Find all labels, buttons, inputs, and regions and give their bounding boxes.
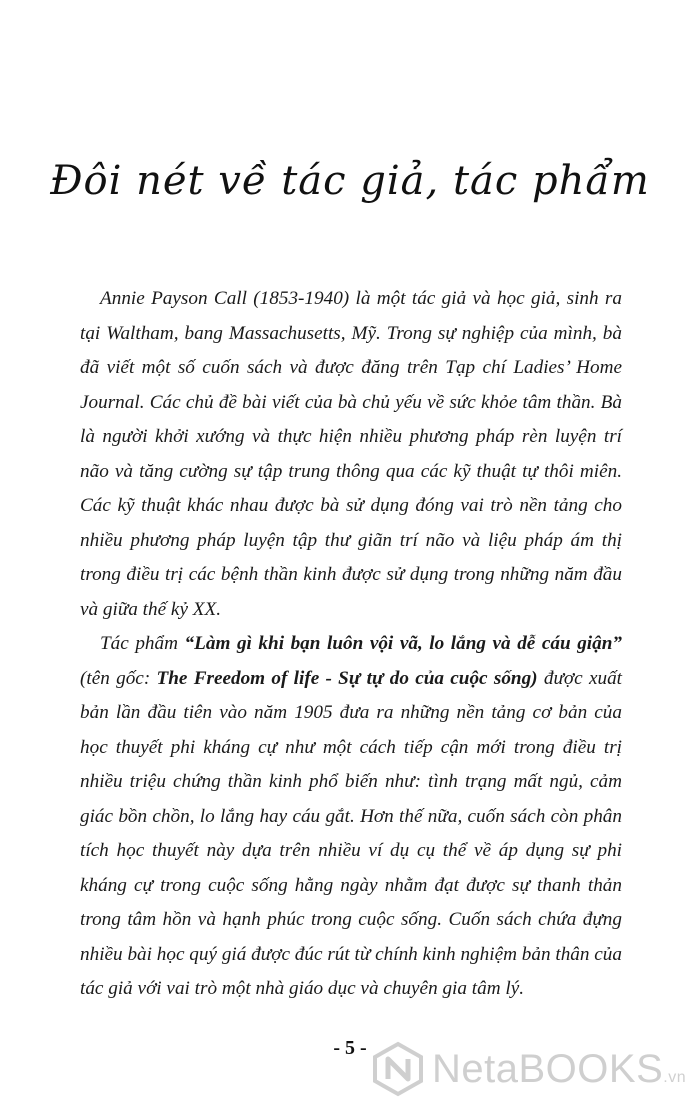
watermark-brand [432, 1047, 686, 1092]
paragraph-work [80, 627, 622, 1007]
paragraph-author: Annie Payson Call (1853-1940) là một tác giả và học giả, sinh ra tại Waltham, bang Massachusetts, Mỹ. Trong sự nghiệp của mình, bà đã viết một số cuốn sách và được đăng trên Tạp chí Ladies’ Home Journal. Các chủ đề bài viết của bà chủ yếu về sức khỏe tâm thần. Bà là người khởi xướng và thực hiện nhiều phương pháp rèn luyện trí não và tăng cường sự tập trung thông qua các kỹ thuật tự thôi miên. Các kỹ thuật khác nhau được bà sử dụng đóng vai trò nền tảng cho nhiều phương pháp luyện tập thư giãn trí não và liệu pháp ám thị trong điều trị các bệnh thần kinh được sử dụng trong những năm đầu và giữa thế kỷ XX. [80, 288, 622, 620]
watermark-brand-name: NetaBOOKS [432, 1046, 664, 1091]
paragraph-work-rest: được xuất bản lần đầu tiên vào năm 1905 đưa ra những nền tảng cơ bản của học thuyết phi kháng cự như một cách tiếp cận mới trong điều trị nhiều triệu chứng thần kinh phổ biến như: tình trạng mất ngủ, cảm giác bồn chồn, lo lắng hay cáu gắt. Hơn thế nữa, cuốn sách còn phân tích học thuyết này dựa trên nhiều ví dụ cụ thể về áp dụng sự phi kháng cự trong cuộc sống hằng ngày nhằm đạt được sự thanh thản trong tâm hồn và hạnh phúc trong cuộc sống. Cuốn sách chứa đựng nhiều bài học quý giá được đúc rút từ chính kinh nghiệm bản thân của tác giả với vai trò một nhà giáo dục và chuyên gia tâm lý. [80, 667, 622, 999]
original-title: The Freedom of life - Sự tự do của cuộc sống) [156, 667, 538, 689]
netabooks-logo-icon [370, 1041, 426, 1097]
watermark [370, 1038, 686, 1100]
paragraph-work-mid: (tên gốc: [80, 667, 157, 689]
body-text [80, 282, 622, 1007]
watermark-suffix: .vn [663, 1068, 687, 1086]
page-title: Đôi nét về tác giả, tác phẩm [50, 158, 650, 204]
page-number: - 5 - [333, 1037, 367, 1059]
paragraph-work-intro: Tác phẩm [100, 633, 185, 654]
book-title: “Làm gì khi bạn luôn vội vã, lo lắng và dễ cáu giận” [184, 633, 622, 654]
